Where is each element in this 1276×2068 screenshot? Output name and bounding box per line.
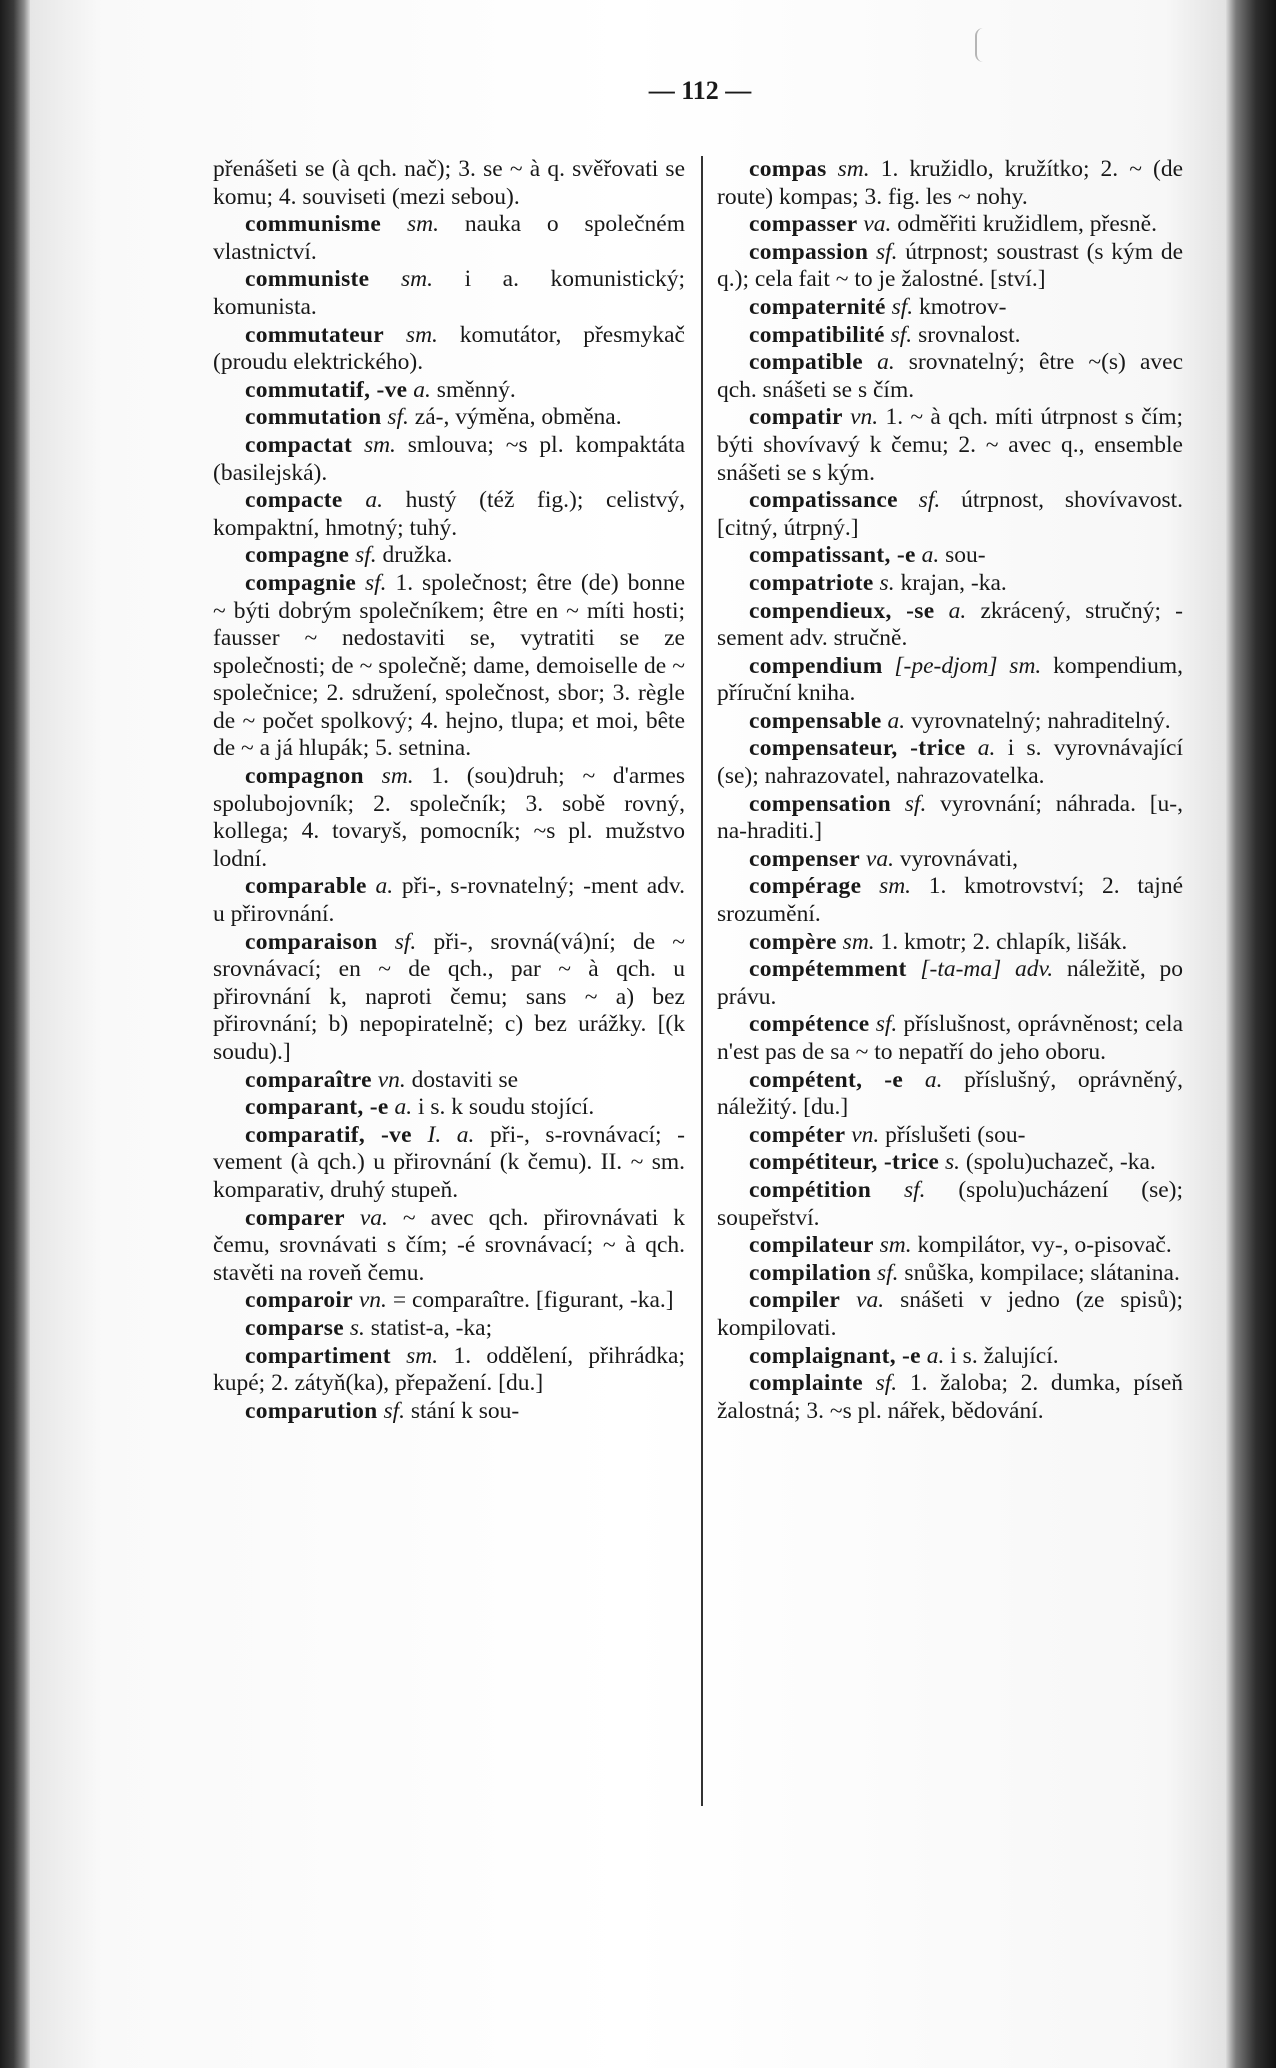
definition-text: příslušnost, oprávněnost; cela n'est pas de sa ~ to nepatří do jeho oboru. [717,1011,1184,1065]
definition-text: 1. kmotrovství; 2. tajné srozumění. [717,873,1184,928]
column-divider [701,156,703,1806]
headword: compagnon [245,763,364,790]
definition-text: 1. žaloba; 2. dumka, píseň žalostná; 3. ~s pl. nářek, bědování. [717,1370,1183,1424]
definition-text: náležitě, po právu. [717,956,1184,1010]
dictionary-entry [717,653,1183,708]
page-number: — 112 — [648,76,752,105]
headword: comparse [245,1314,344,1341]
grammar-label: s. [349,1314,365,1341]
ink-mark [975,28,991,62]
definition-text: nauka o společném vlastnictví. [213,211,686,265]
grammar-label: I. a. [427,1121,475,1148]
definition-text: smlouva; ~s pl. kompaktáta (basilejská). [213,431,686,486]
dictionary-entry [717,570,1183,598]
dictionary-entry [213,1315,685,1343]
headword: communisme [245,211,382,238]
headword: compaternité [749,293,886,320]
headword: comparoir [245,1287,353,1314]
entry-continuation [213,156,685,211]
headword: compétition [749,1176,872,1203]
definition-text: snůška, kompilace; slátanina. [904,1259,1180,1286]
grammar-label: s. [879,569,895,596]
grammar-label: a. [924,1066,943,1093]
dictionary-entry [717,873,1183,928]
dictionary-entry [717,322,1183,350]
definition-text: srovnatelný; être ~(s) avec qch. snášeti se s čím. [717,349,1183,403]
headword: compatriote [749,569,874,596]
headword: compendium [749,652,883,679]
dictionary-entry [717,791,1183,846]
right-column [717,156,1183,1425]
grammar-label: sf. [394,928,417,955]
dictionary-entry [213,1122,685,1205]
headword: compétence [749,1011,870,1038]
left-column [213,156,685,1425]
definition-text: 1. (sou)druh; ~ d'armes spolubojovník; 2. společník; 3. sobě rovný, kollega; 4. tovaryš, pomocník; ~s pl. mužstvo lodní. [213,763,685,872]
grammar-label: a. [948,597,967,624]
grammar-label: a. [365,487,383,514]
grammar-label: sf. [364,569,387,596]
grammar-label: sm. [381,763,414,790]
headword: commutateur [245,321,385,348]
dictionary-entry [213,570,685,763]
headword: compas [749,156,827,182]
headword: compatible [749,349,863,376]
headword: comparatif, -ve [245,1121,412,1148]
headword: compatissance [749,487,898,514]
grammar-label: sf. [875,1370,898,1397]
grammar-label: a. [877,349,895,376]
book-binding-right [1226,0,1276,2068]
headword: comparable [245,873,367,900]
dictionary-entry [213,929,685,1067]
definition-text: i s. žalující. [950,1342,1059,1369]
definition-text: (spolu)uchazeč, -ka. [965,1149,1156,1176]
grammar-label: sf. [876,1259,899,1286]
dictionary-entry [213,404,685,432]
dictionary-entry [213,487,685,542]
dictionary-entry [717,735,1183,790]
dictionary-entry [717,1011,1183,1066]
headword: compatissant, -e [749,542,916,569]
headword: compensable [749,707,882,734]
definition-text: zá-, výměna, obměna. [414,404,622,431]
grammar-label: vn. [850,404,879,431]
definition-text: zkrácený, stručný; -sement adv. stručně. [717,597,1184,652]
headword: compartiment [245,1342,391,1369]
dictionary-entry [213,1398,685,1426]
headword: communiste [245,266,370,293]
headword: compagne [245,542,350,569]
definition-text: útrpnost, shovívavost. [citný, útrpný.] [717,487,1184,541]
headword: compasser [749,211,858,238]
dictionary-entry [213,211,685,266]
dictionary-entry [213,542,685,570]
grammar-label: sf. [383,1397,405,1424]
grammar-label: a. [375,873,394,900]
definition-text: krajan, -ka. [900,569,1007,596]
grammar-label: sf. [875,238,898,265]
dictionary-entry [717,404,1183,487]
dictionary-entry [717,1122,1183,1150]
grammar-label: a. [977,735,996,762]
dictionary-entry [213,1287,685,1315]
dictionary-entry [717,1177,1183,1232]
grammar-label: a. [887,707,906,734]
headword: compérage [749,873,862,900]
definition-text: kompendium, příruční kniha. [717,652,1183,707]
dictionary-entry [717,156,1183,211]
dictionary-entry [213,1343,685,1398]
definition-text: 1. společnost; être (de) bonne ~ býti dobrým společníkem; être en ~ míti hosti; fausser ~ nedostaviti se, vytratiti se ze společnosti; de ~ společně; dame, demoiselle de ~ společnice; 2. sdružení, společnost, sbor; 3. règle de ~ počet spolkový; 4. hejno, tlupa; et moi, bête de ~ a já hlupák; 5. setnina. [213,569,685,762]
grammar-label: va. [359,1204,388,1231]
grammar-label: sf. [387,404,409,431]
definition-text: hustý (též fig.); celistvý, kompaktní, hmotný; tuhý. [213,487,686,541]
definition-text: sou- [945,542,986,569]
grammar-label: sf. [903,1176,926,1203]
grammar-label: sf. [891,293,914,320]
headword: compatibilité [749,321,885,348]
grammar-label: sf. [355,542,377,569]
dictionary-entry [717,956,1183,1011]
headword: compétent, -e [749,1066,904,1093]
definition-text: odměřiti kružidlem, přesně. [897,211,1157,238]
definition-text: statist-a, -ka; [370,1314,493,1341]
definition-text: komutátor, přesmykač (proudu elektrického). [213,321,685,376]
headword: compassion [749,238,869,265]
definition-text: = comparaître. [figurant, -ka.] [392,1287,674,1314]
definition-text: stání k sou- [410,1397,520,1424]
headword: complaignant, -e [749,1342,921,1369]
dictionary-entry [717,1343,1183,1371]
definition-text: příslušný, oprávněný, náležitý. [du.] [717,1066,1183,1121]
dictionary-entry [717,929,1183,957]
dictionary-entry [213,266,685,321]
definition-text: vyrovnání; náhrada. [u-, na-hraditi.] [717,790,1184,845]
definition-text: dostaviti se [411,1066,519,1093]
dictionary-entry [717,846,1183,874]
headword: compilation [749,1259,872,1286]
dictionary-entry [717,1232,1183,1260]
dictionary-entry [717,708,1183,736]
definition-text: 1. ~ à qch. míti útrpnost s čím; býti shovívavý k čemu; 2. ~ avec q., ensemble snášeti se s kým. [717,404,1183,486]
dictionary-entry [213,1067,685,1095]
headword: compétiteur, -trice [749,1149,940,1176]
dictionary-entry [717,487,1183,542]
headword: commutation [245,404,382,431]
dictionary-entry [717,542,1183,570]
headword: compensateur, -trice [749,735,966,762]
dictionary-entry [717,349,1183,404]
grammar-label: sm. [406,1342,439,1369]
definition-text: 1. kružidlo, kružítko; 2. ~ (de route) kompas; 3. fig. les ~ nohy. [717,156,1184,210]
grammar-label: vn. [358,1287,387,1314]
headword: comparant, -e [245,1094,389,1121]
dictionary-entry [717,1287,1183,1342]
grammar-label: sm. [879,1232,912,1259]
grammar-label: va. [856,1287,885,1314]
grammar-label: vn. [851,1121,880,1148]
headword: compéter [749,1121,846,1148]
definition-text: kompilátor, vy-, o-pisovač. [917,1232,1172,1259]
grammar-label: [-pe-djom] sm. [894,652,1042,679]
definition-text: přenášeti se (à qch. nač); 3. se ~ à q. svěřovati se komu; 4. souviseti (mezi sebou). [213,156,685,210]
definition-text: (spolu)ucházení (se); soupeřství. [717,1176,1184,1231]
definition-text: snášeti v jedno (ze spisů); kompilovati. [717,1287,1184,1341]
headword: compère [749,928,837,955]
headword: comparution [245,1397,378,1424]
dictionary-entry [717,598,1183,653]
headword: comparaître [245,1066,372,1093]
definition-text: při-, srovná(vá)ní; de ~ srovnávací; en ~ de qch., par ~ à qch. u přirovnání k, naproti čemu; sans ~ a) bez přirovnání; b) nepopiratelně; c) bez urážky. [(k soudu).] [213,928,686,1065]
definition-text: směnný. [436,376,516,403]
definition-text: 1. kmotr; 2. chlapík, lišák. [880,928,1128,955]
grammar-label: [-ta-ma] adv. [920,956,1054,983]
definition-text: srovnalost. [918,321,1021,348]
definition-text: 1. oddělení, přihrádka; kupé; 2. zátyň(ka), přepažení. [du.] [213,1342,685,1397]
grammar-label: va. [863,211,892,238]
headword: compenser [749,845,861,872]
grammar-label: va. [865,845,894,872]
headword: complainte [749,1370,863,1397]
dictionary-entry [717,294,1183,322]
dictionary-entry [717,1149,1183,1177]
definition-text: při-, s-rovnatelný; -ment adv. u přirovnání. [213,873,685,928]
definition-text: vyrovnávati, [899,845,1018,872]
dictionary-entry [213,322,685,377]
headword: compiler [749,1287,841,1314]
headword: compatir [749,404,843,431]
dictionary-entry [717,239,1183,294]
dictionary-entry [213,1205,685,1288]
dictionary-entry [213,377,685,405]
grammar-label: sm. [400,266,433,293]
headword: comparer [245,1204,345,1231]
grammar-label: sf. [875,1011,898,1038]
headword: compilateur [749,1232,874,1259]
grammar-label: sf. [904,790,927,817]
dictionary-entry [717,1260,1183,1288]
headword: comparaison [245,928,378,955]
definition-text: ~ avec qch. přirovnávati k čemu, srovnávati s čím; -é srovnávací; ~ à qch. stavěti na roveň čemu. [213,1204,686,1286]
definition-text: družka. [382,542,453,569]
headword: compétemment [749,956,907,983]
definition-text: kmotrov- [919,293,1007,320]
grammar-label: sm. [407,211,440,238]
dictionary-entry [213,1094,685,1122]
dictionary-entry [717,1067,1183,1122]
grammar-label: sf. [890,321,913,348]
definition-text: i s. vyrovnávající (se); nahrazovatel, nahrazovatelka. [717,735,1184,790]
definition-text: útrpnost; soustrast (s kým de q.); cela fait ~ to je žalostné. [ství.] [717,238,1183,293]
definition-text: i a. komunistický; komunista. [213,266,686,320]
dictionary-entry [213,763,685,873]
headword: compacte [245,487,343,514]
dictionary-entry [717,211,1183,239]
grammar-label: a. [921,542,940,569]
definition-text: vyrovnatelný; nahraditelný. [910,707,1171,734]
definition-text: při-, s-rovnávací; -vement (à qch.) u přirovnání (k čemu). II. ~ sm. komparativ, druhý stupeň. [213,1121,685,1203]
definition-text: příslušeti (sou- [885,1121,1026,1148]
dictionary-entry [717,1370,1183,1425]
headword: compendieux, -se [749,597,935,624]
grammar-label: a. [413,376,431,403]
grammar-label: sm. [837,156,870,182]
dictionary-entry [213,873,685,928]
grammar-label: sm. [842,928,875,955]
grammar-label: a. [926,1342,945,1369]
headword: compagnie [245,569,357,596]
headword: compensation [749,790,891,817]
grammar-label: sm. [405,321,438,348]
grammar-label: sm. [879,873,912,900]
grammar-label: a. [394,1094,413,1121]
definition-text: i s. k soudu stojící. [417,1094,595,1121]
grammar-label: vn. [377,1066,406,1093]
headword: commutatif, -ve [245,376,408,403]
book-binding-left [0,0,30,2068]
headword: compactat [245,431,353,458]
dictionary-entry [213,432,685,487]
grammar-label: sm. [363,431,396,458]
grammar-label: s. [945,1149,961,1176]
grammar-label: sf. [918,487,941,514]
